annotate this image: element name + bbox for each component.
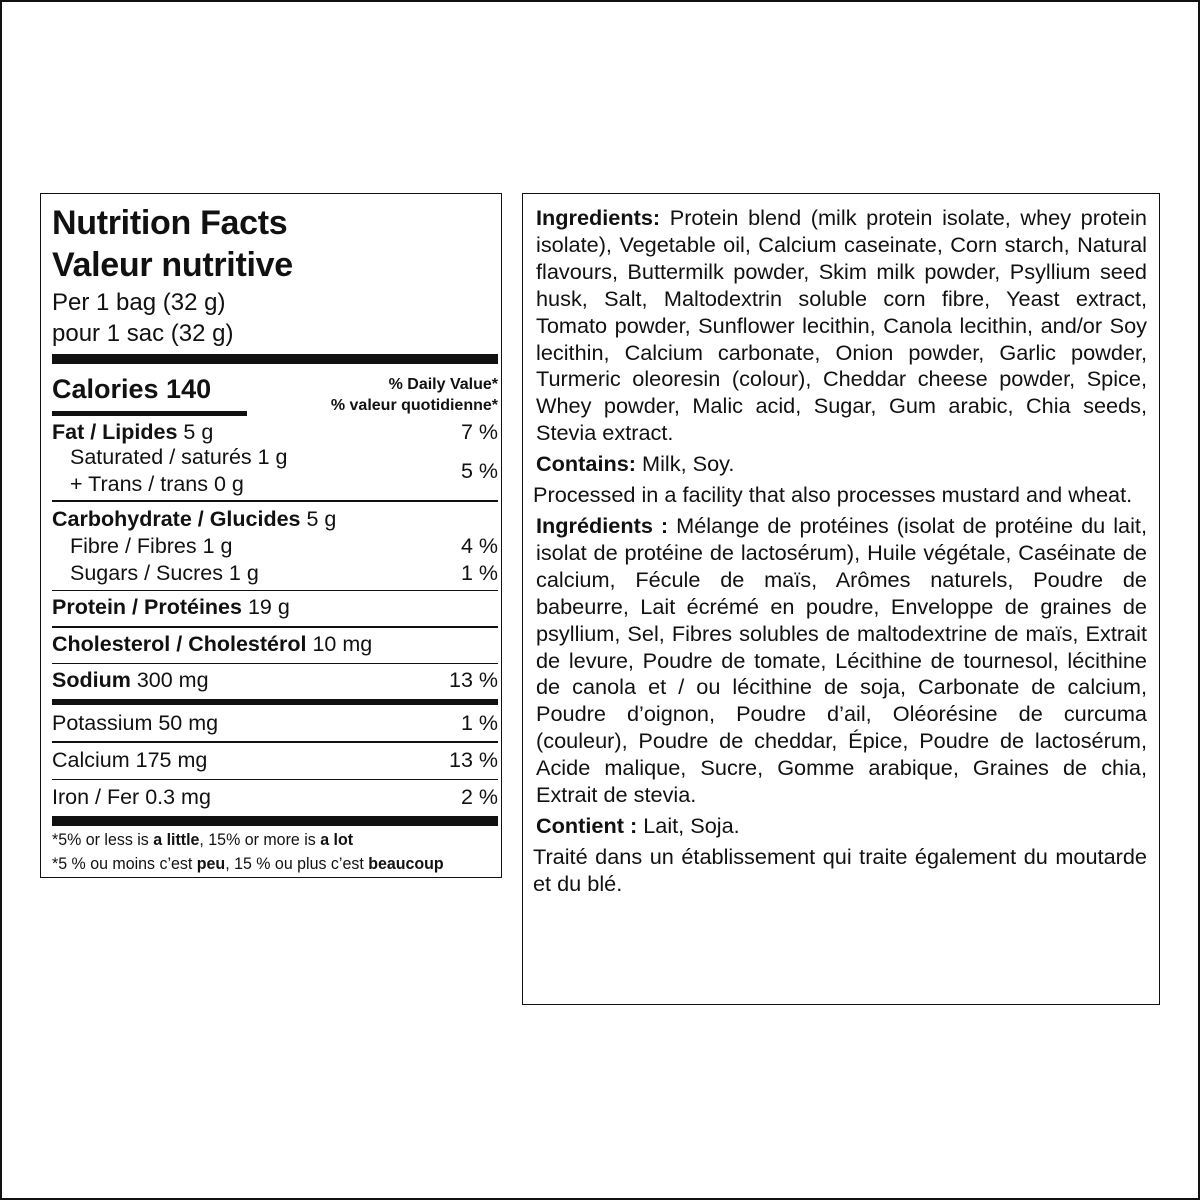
ingredients-fr-label: Ingrédients : (536, 512, 669, 538)
ingredients-en (536, 205, 1147, 447)
iron-row (52, 780, 498, 816)
trans-fat: + Trans / trans 0 g (70, 472, 244, 496)
iron-label: Iron / Fer 0.3 mg (52, 785, 211, 809)
fibre-dv: 4 % (460, 533, 498, 558)
iron-dv: 2 % (460, 785, 498, 809)
ingredients-fr (536, 513, 1147, 809)
carb-label: Carbohydrate / Glucides (52, 506, 301, 531)
carb-row (52, 502, 498, 532)
divider (52, 816, 498, 826)
sat-trans-dv: 5 % (460, 459, 498, 483)
sodium-dv: 13 % (448, 668, 498, 692)
footnote-fr: *5 % ou moins c’est peu, 15 % ou plus c’est beaucoup (52, 854, 444, 873)
calories-label: Calories 140 (52, 374, 212, 404)
calories-row (52, 364, 498, 416)
fat-amount: 5 g (183, 420, 214, 444)
nutrition-title-en: Nutrition Facts (52, 204, 288, 242)
nutrition-facts-panel (40, 193, 502, 878)
ingredients-en-text: Protein blend (milk protein isolate, whey protein isolate), Vegetable oil, Calcium caseinate, Corn starch, Natural flavours, Buttermilk powder, Skim milk powder, Psyllium seed husk, Salt, Maltodextrin soluble corn fibre, Yeast extract, Tomato powder, Sunflower lecithin, Canola lecithin, and/or Soy lecithin, Calcium carbonate, Onion powder, Garlic powder, Turmeric oleoresin (colour), Cheddar cheese powder, Spice, Whey powder, Malic acid, Sugar, Gum arabic, Chia seeds, Stevia extract. (536, 205, 1147, 446)
contains-en-text: Milk, Soy. (636, 451, 735, 477)
fat-row (52, 416, 498, 445)
cholesterol-amount: 10 mg (312, 631, 373, 656)
ingredients-panel (522, 193, 1160, 1005)
protein-row (52, 591, 498, 626)
contains-en (536, 451, 1147, 478)
sugars-dv: 1 % (460, 560, 498, 585)
potassium-label: Potassium 50 mg (52, 711, 219, 735)
contains-fr-label: Contient : (536, 812, 638, 838)
processed-note-en: Processed in a facility that also processes mustard and wheat. (533, 482, 1133, 508)
daily-value-fr: % valeur quotidienne* (330, 397, 498, 414)
fat-label: Fat / Lipides (52, 420, 178, 444)
sodium-label: Sodium (52, 668, 131, 692)
fibre-row (52, 532, 498, 559)
divider (52, 354, 498, 364)
calcium-dv: 13 % (448, 747, 498, 772)
potassium-dv: 1 % (460, 711, 498, 735)
calcium-label: Calcium 175 mg (52, 747, 208, 772)
cholesterol-row (52, 628, 498, 663)
sugars-row (52, 559, 498, 590)
saturated-trans-row (52, 445, 498, 500)
fat-dv: 7 % (460, 420, 498, 444)
potassium-row (52, 705, 498, 741)
protein-label: Protein / Protéines (52, 595, 242, 619)
sugars-label: Sugars / Sucres 1 g (70, 560, 259, 585)
calcium-row (52, 743, 498, 779)
serving-size-en: Per 1 bag (32 g) (52, 289, 226, 316)
saturated-fat: Saturated / saturés 1 g (70, 445, 288, 469)
daily-value-header (331, 374, 498, 416)
sodium-amount: 300 mg (136, 668, 209, 692)
carb-amount: 5 g (306, 506, 337, 531)
nutrition-title-fr: Valeur nutritive (52, 246, 293, 284)
protein-amount: 19 g (247, 595, 290, 619)
ingredients-fr-text: Mélange de protéines (isolat de protéine du lait, isolat de protéine de lactosérum), Huile végétale, Caséinate de calcium, Fécule de maïs, Arômes naturels, Poudre de babeurre, Lait écrémé en poudre, Enveloppe de graines de psyllium, Sel, Fibres solubles de maltodextrine de maïs, Extrait de levure, Poudre de tomate, Lécithine de tournesol, lécithine de canola et / ou lécithine de soja, Carbonate de calcium, Poudre d’oignon, Poudre d’ail, Oléorésine de curcuma (couleur), Poudre de cheddar, Épice, Poudre de lactosérum, Acide malique, Sucre, Gomme arabique, Graines de chia, Extrait de stevia. (536, 512, 1147, 808)
cholesterol-label: Cholesterol / Cholestérol (52, 631, 307, 656)
fibre-label: Fibre / Fibres 1 g (70, 533, 233, 558)
footnote-en: *5% or less is a little, 15% or more is a lot (52, 830, 354, 849)
contains-fr-text: Lait, Soja. (637, 812, 740, 838)
daily-value-en: % Daily Value* (388, 376, 498, 393)
serving-size-fr: pour 1 sac (32 g) (52, 320, 234, 347)
ingredients-en-label: Ingredients: (536, 205, 661, 230)
sodium-row (52, 664, 498, 699)
contains-fr (536, 813, 1147, 840)
processed-note-fr: Traité dans un établissement qui traite également du moutarde et du blé. (533, 843, 1147, 896)
contains-en-label: Contains: (536, 451, 636, 477)
